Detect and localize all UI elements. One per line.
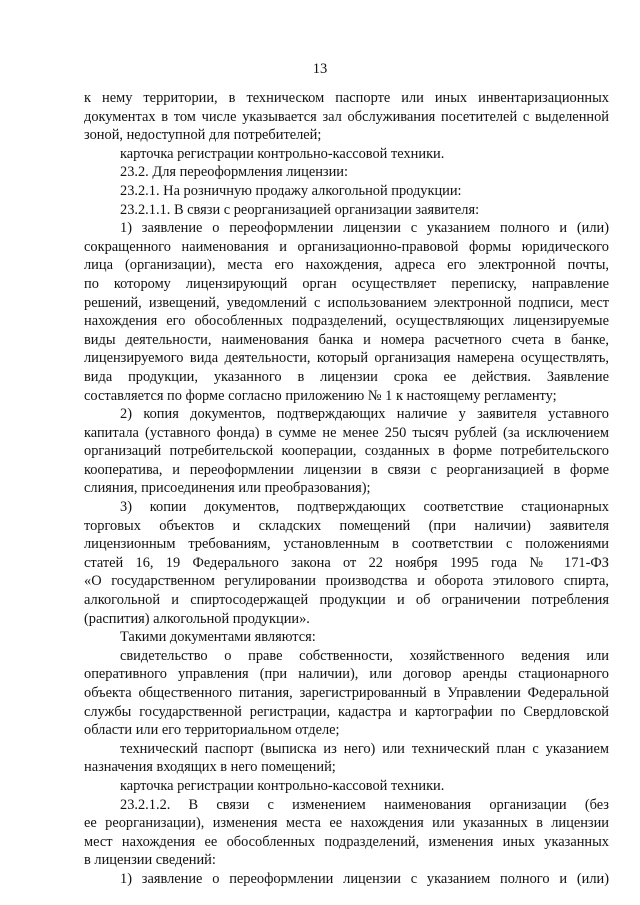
text-line: службы государственной регистрации, кадастра и картографии по Свердловской (84, 703, 609, 720)
text-line: ее реорганизации), изменения места ее нахождения или указанных в лицензии (84, 815, 609, 832)
text-line: лицензируемого вида деятельности, который организация намерена осуществлять, (84, 350, 609, 367)
text-line: 3) копии документов, подтверждающих соответствие стационарных (120, 499, 609, 516)
text-line: карточка регистрации контрольно-кассовой техники. (120, 145, 445, 162)
text-line: 1) заявление о переоформлении лицензии с указанием полного и (или) (120, 220, 609, 237)
text-line: 23.2.1.2. В связи с изменением наименования организации (без (120, 796, 609, 813)
text-line: карточка регистрации контрольно-кассовой техники. (120, 777, 445, 794)
text-line: зоной, недоступной для потребителей; (84, 127, 322, 144)
text-line: кооператива, и переоформлении лицензии в связи с реорганизацией в форме (84, 461, 609, 478)
text-line: «О государственном регулировании производства и оборота этилового спирта, (84, 573, 609, 590)
text-line: свидетельство о праве собственности, хозяйственного ведения или (120, 647, 609, 664)
text-line: объекта общественного питания, зарегистрированный в Управлении Федеральной (84, 685, 609, 701)
text-line: документах в том числе указывается зал обслуживания посетителей с выделенной (84, 108, 609, 125)
text-line: сокращенного наименования и организационно-правовой формы юридического (84, 238, 609, 255)
text-line: решений, извещений, уведомлений с использованием электронной подписи, мест (84, 294, 609, 311)
text-line: слияния, присоединения или преобразования); (84, 480, 371, 497)
text-line: 23.2.1. На розничную продажу алкогольной продукции: (120, 182, 462, 199)
text-line: лица (организации), места его нахождения, адреса его электронной почты, (84, 257, 609, 274)
text-line: мест нахождения ее обособленных подразделений, изменения иных указанных (84, 833, 609, 850)
text-line: в лицензии сведений: (84, 852, 216, 869)
text-line: области или его территориальном отделе; (84, 722, 340, 739)
text-line: назначения входящих в него помещений; (84, 759, 336, 776)
text-line: 23.2.1.1. В связи с реорганизацией организации заявителя: (120, 201, 480, 218)
text-line: 2) копия документов, подтверждающих наличие у заявителя уставного (120, 406, 609, 423)
text-line: вида продукции, указанного в лицензии срока ее действия. Заявление (84, 368, 609, 385)
text-line: 23.2. Для переоформления лицензии: (120, 164, 349, 181)
text-line: по которому лицензирующий орган осуществляет переписку, направление (84, 275, 609, 292)
page-number: 13 (312, 61, 328, 77)
text-line: капитала (уставного фонда) в сумме не менее 250 тысяч рублей (за исключением (84, 424, 609, 441)
text-line: 1) заявление о переоформлении лицензии с указанием полного и (или) (120, 870, 609, 887)
text-line: статей 16, 19 Федерального закона от 22 ноября 1995 года № 171-ФЗ (84, 554, 609, 571)
text-line: к нему территории, в техническом паспорте или иных инвентаризационных (84, 90, 609, 106)
text-line: составляется по форме согласно приложению № 1 к настоящему регламенту; (84, 387, 557, 404)
text-line: технический паспорт (выписка из него) или технический план с указанием (120, 740, 609, 757)
body-text (84, 89, 609, 889)
text-line: алкогольной и спиртосодержащей продукции и об ограничении потребления (84, 592, 609, 609)
text-line: торговых объектов и складских помещений (при наличии) заявителя (84, 517, 609, 534)
text-line: нахождения его обособленных подразделений, осуществляющих лицензируемые (84, 313, 609, 330)
text-line: (распития) алкогольной продукции». (84, 610, 310, 627)
text-line: Такими документами являются: (120, 629, 316, 646)
text-line: виды деятельности, наименования банка и номера расчетного счета в банке, (84, 331, 609, 348)
text-line: оперативного управления (при наличии), или договор аренды стационарного (84, 666, 609, 683)
text-line: организаций потребительской кооперации, созданных в форме потребительского (84, 443, 609, 460)
text-line: лицензионным требованиям, установленным в соответствии с положениями (84, 536, 609, 553)
